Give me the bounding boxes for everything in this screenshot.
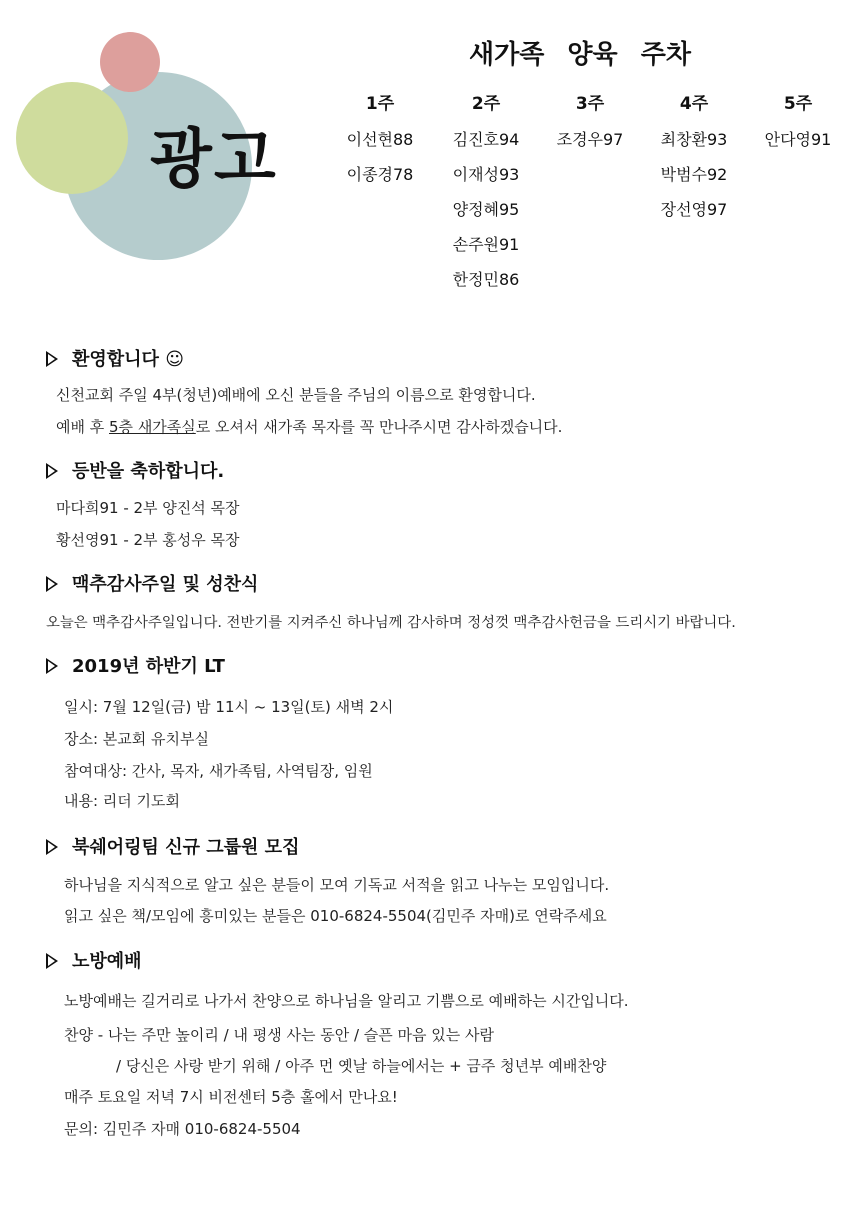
lt-line: 내용: 리더 기도회	[64, 792, 181, 810]
member-name: 이선현88	[346, 130, 414, 149]
week-column-1	[330, 92, 430, 198]
street-line: 문의: 김민주 자매 010-6824-5504	[64, 1120, 301, 1138]
lt-line: 장소: 본교회 유치부실	[64, 730, 210, 748]
week-column-4	[644, 92, 744, 233]
member-name: 장선영97	[660, 200, 728, 219]
street-line: / 당신은 사랑 받기 위해 / 아주 먼 옛날 하늘에서는 + 금주 청년부 예배찬양	[116, 1057, 607, 1075]
week-label: 4주	[679, 94, 709, 114]
welcome-line-2: 예배 후 5층 새가족실로 오셔서 새가족 목자를 꼭 만나주시면 감사하겠습니다.	[56, 418, 563, 436]
welcome-line-1: 신천교회 주일 4부(청년)예배에 오신 분들을 주님의 이름으로 환영합니다.	[56, 386, 536, 404]
thanksgiving-line: 오늘은 맥추감사주일입니다. 전반기를 지켜주신 하나님께 감사하며 정성껏 맥추감사헌금을 드리시기 바랍니다.	[46, 615, 736, 631]
section-title-lt: 2019년 하반기 LT	[46, 655, 225, 679]
member-name: 최창환93	[660, 130, 728, 149]
week-column-5	[748, 92, 848, 163]
street-line: 노방예배는 길거리로 나가서 찬양으로 하나님을 알리고 기쁨으로 예배하는 시간입니다.	[64, 992, 629, 1010]
member-name: 손주원91	[452, 235, 520, 254]
week-label: 5주	[783, 94, 813, 114]
section-title-thanksgiving: 맥추감사주일 및 성찬식	[46, 573, 258, 597]
member-name: 박범수92	[660, 165, 728, 184]
decor-circle-pink	[100, 32, 160, 92]
triangle-bullet-icon	[46, 463, 58, 479]
member-name: 김진호94	[452, 130, 520, 149]
member-name: 한정민86	[452, 270, 520, 289]
section-title-welcome: 환영합니다 ☺	[46, 348, 184, 372]
triangle-bullet-icon	[46, 953, 58, 969]
triangle-bullet-icon	[46, 839, 58, 855]
member-name: 이종경78	[346, 165, 414, 184]
week-table-title: 새가족 양육 주차	[469, 40, 691, 70]
section-title-promotion: 등반을 축하합니다.	[46, 460, 224, 484]
week-label: 2주	[471, 94, 501, 114]
week-column-3	[540, 92, 640, 163]
promotion-line: 마다희91 - 2부 양진석 목장	[56, 499, 240, 517]
lt-line: 참여대상: 간사, 목자, 새가족팀, 사역팀장, 임원	[64, 762, 373, 780]
triangle-bullet-icon	[46, 576, 58, 592]
section-title-book-sharing: 북쉐어링팀 신규 그룹원 모집	[46, 836, 299, 860]
street-line: 찬양 - 나는 주만 높이리 / 내 평생 사는 동안 / 슬픈 마음 있는 사람	[64, 1026, 495, 1044]
book-line: 읽고 싶은 책/모임에 흥미있는 분들은 010-6824-5504(김민주 자매)로 연락주세요	[64, 907, 607, 925]
member-name: 안다영91	[764, 130, 832, 149]
page-title: 광고	[150, 123, 278, 197]
section-title-street-worship: 노방예배	[46, 950, 142, 974]
promotion-line: 황선영91 - 2부 홍성우 목장	[56, 531, 240, 549]
decor-circle-green	[16, 82, 128, 194]
triangle-bullet-icon	[46, 351, 58, 367]
week-label: 3주	[575, 94, 605, 114]
street-line: 매주 토요일 저녁 7시 비전센터 5층 홀에서 만나요!	[64, 1088, 398, 1106]
book-line: 하나님을 지식적으로 알고 싶은 분들이 모여 기독교 서적을 읽고 나누는 모임입니다.	[64, 876, 610, 894]
room-location: 5층 새가족실	[109, 418, 196, 436]
lt-line: 일시: 7월 12일(금) 밤 11시 ~ 13일(토) 새벽 2시	[64, 698, 394, 716]
member-name: 이재성93	[452, 165, 520, 184]
triangle-bullet-icon	[46, 658, 58, 674]
week-label: 1주	[365, 94, 395, 114]
member-name: 양정혜95	[452, 200, 520, 219]
member-name: 조경우97	[556, 130, 624, 149]
week-column-2	[436, 92, 536, 303]
